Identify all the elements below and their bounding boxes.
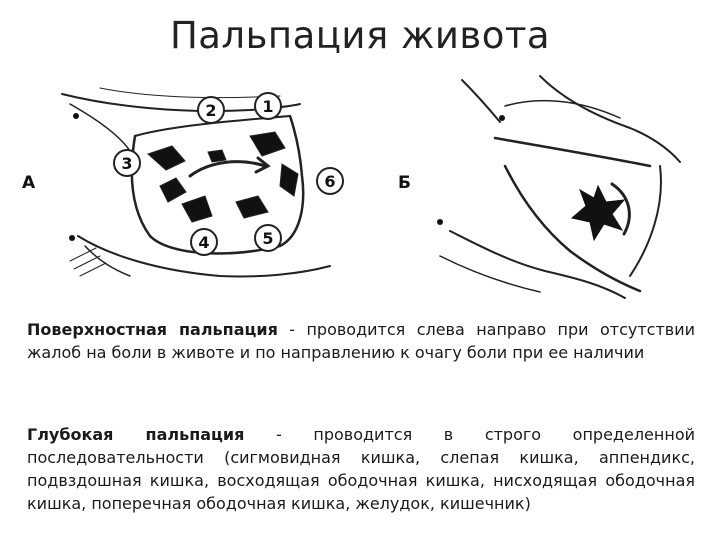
figure-label-b: Б — [398, 173, 411, 193]
marker-5-label: 5 — [262, 229, 274, 248]
deep-palpation-term: Глубокая пальпация — [27, 425, 245, 444]
figure-b-drawing — [437, 76, 680, 298]
palpation-illustration — [0, 66, 720, 308]
illustration-drawing — [0, 66, 720, 308]
marker-1-label: 1 — [262, 97, 274, 116]
marker-6-label: 6 — [324, 172, 336, 191]
superficial-palpation-term: Поверхностная пальпация — [27, 320, 278, 339]
marker-4-label: 4 — [198, 233, 210, 252]
page-title: Пальпация живота — [169, 14, 551, 57]
figure-label-a: А — [22, 173, 36, 193]
deep-palpation-text: - проводится в строго определенной последовательности (сигмовидная кишка, слепая кишка, аппендикс, подвздошная кишка, восходящая ободочная кишка, нисходящая ободочная кишка, поперечная ободочная кишка, желудок, кишечник) — [27, 425, 695, 513]
marker-2-label: 2 — [205, 101, 217, 120]
superficial-palpation-text: - проводится слева направо при отсутствии жалоб на боли в животе и по направлению к очагу боли при ее наличии — [27, 320, 695, 362]
superficial-palpation-paragraph — [27, 318, 695, 364]
marker-3-label: 3 — [121, 154, 133, 173]
deep-palpation-paragraph — [27, 423, 695, 515]
